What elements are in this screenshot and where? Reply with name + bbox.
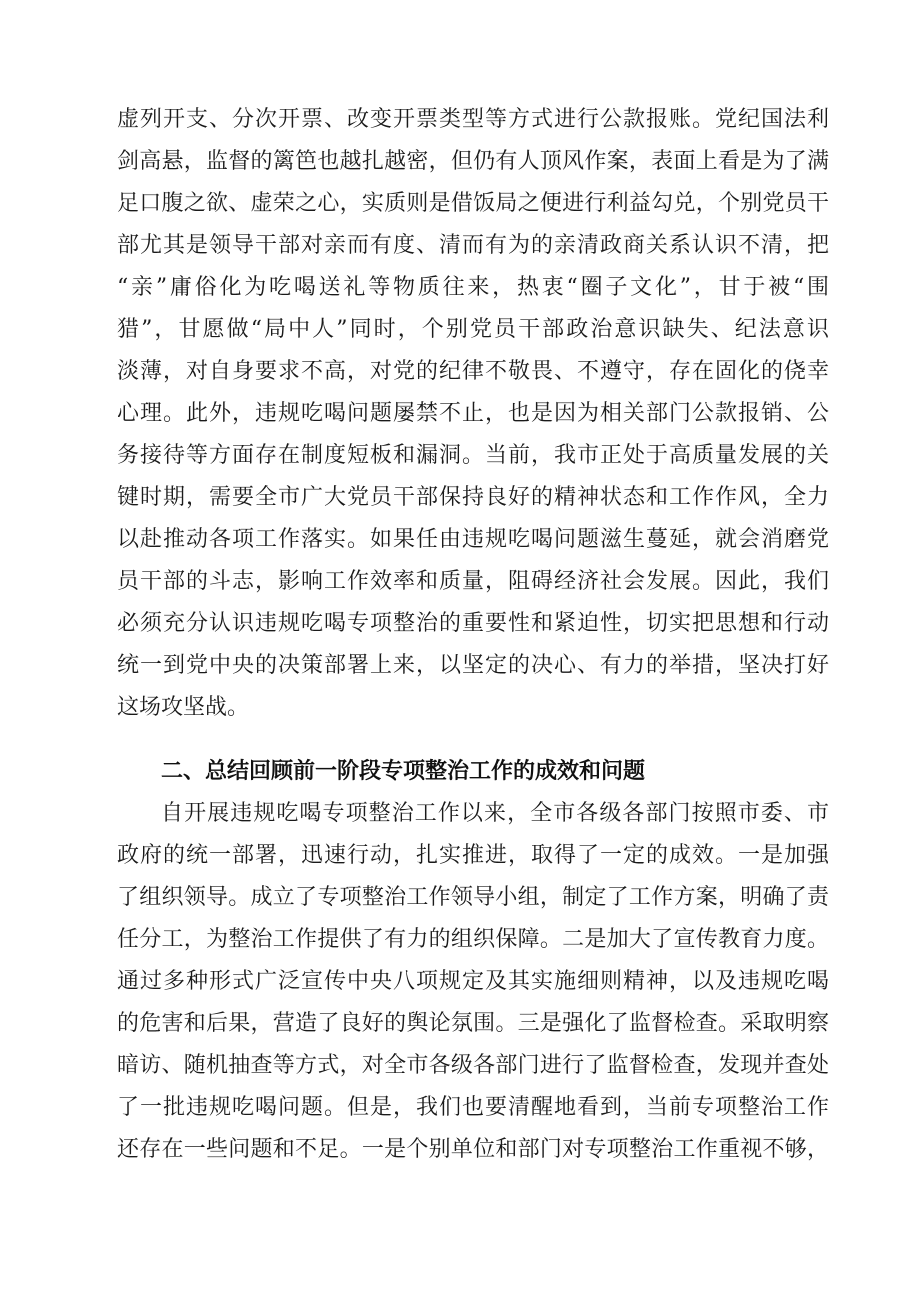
paragraph-1-line-5: “亲”庸俗化为吃喝送礼等物质往来，热衷“圈子文化”，甘于被“围 <box>117 275 829 300</box>
paragraph-2-line-9: 还存在一些问题和不足。一是个别单位和部门对专项整治工作重视不够， <box>117 1137 829 1162</box>
paragraph-1-line-15: 这场攻坚战。 <box>117 695 250 720</box>
paragraph-1-line-7: 淡薄，对自身要求不高，对党的纪律不敬畏、不遵守，存在固化的侥幸 <box>117 359 829 384</box>
paragraph-1-line-1: 虚列开支、分次开票、改变开票类型等方式进行公款报账。党纪国法利 <box>117 107 829 132</box>
paragraph-2-line-8: 了一批违规吃喝问题。但是，我们也要清醒地看到，当前专项整治工作 <box>117 1095 829 1120</box>
paragraph-2-line-1: 自开展违规吃喝专项整治工作以来，全市各级各部门按照市委、市 <box>161 801 829 826</box>
paragraph-1-line-9: 务接待等方面存在制度短板和漏洞。当前，我市正处于高质量发展的关 <box>117 443 829 468</box>
paragraph-1-line-13: 必须充分认识违规吃喝专项整治的重要性和紧迫性，切实把思想和行动 <box>117 611 829 636</box>
paragraph-2-line-2: 政府的统一部署，迅速行动，扎实推进，取得了一定的成效。一是加强 <box>117 843 829 868</box>
paragraph-2-line-5: 通过多种形式广泛宣传中央八项规定及其实施细则精神，以及违规吃喝 <box>117 969 829 994</box>
paragraph-1-line-10: 键时期，需要全市广大党员干部保持良好的精神状态和工作作风，全力 <box>117 485 829 510</box>
paragraph-1-line-12: 员干部的斗志，影响工作效率和质量，阻碍经济社会发展。因此，我们 <box>117 569 829 594</box>
section-heading: 二、总结回顾前一阶段专项整治工作的成效和问题 <box>161 759 646 784</box>
paragraph-1-line-8: 心理。此外，违规吃喝问题屡禁不止，也是因为相关部门公款报销、公 <box>117 401 829 426</box>
paragraph-1-line-6: 猎”，甘愿做“局中人”同时，个别党员干部政治意识缺失、纪法意识 <box>117 317 829 342</box>
paragraph-1-line-2: 剑高悬，监督的篱笆也越扎越密，但仍有人顶风作案，表面上看是为了满 <box>117 149 829 174</box>
paragraph-2-line-4: 任分工，为整治工作提供了有力的组织保障。二是加大了宣传教育力度。 <box>117 927 829 952</box>
paragraph-2-line-3: 了组织领导。成立了专项整治工作领导小组，制定了工作方案，明确了责 <box>117 885 829 910</box>
paragraph-2-line-6: 的危害和后果，营造了良好的舆论氛围。三是强化了监督检查。采取明察 <box>117 1011 829 1036</box>
paragraph-1-line-4: 部尤其是领导干部对亲而有度、清而有为的亲清政商关系认识不清，把 <box>117 233 829 258</box>
paragraph-2-line-7: 暗访、随机抽查等方式，对全市各级各部门进行了监督检查，发现并查处 <box>117 1053 829 1078</box>
paragraph-1-line-3: 足口腹之欲、虚荣之心，实质则是借饭局之便进行利益勾兑，个别党员干 <box>117 191 829 216</box>
paragraph-1-line-14: 统一到党中央的决策部署上来，以坚定的决心、有力的举措，坚决打好 <box>117 653 829 678</box>
paragraph-1-line-11: 以赴推动各项工作落实。如果任由违规吃喝问题滋生蔓延，就会消磨党 <box>117 527 829 552</box>
